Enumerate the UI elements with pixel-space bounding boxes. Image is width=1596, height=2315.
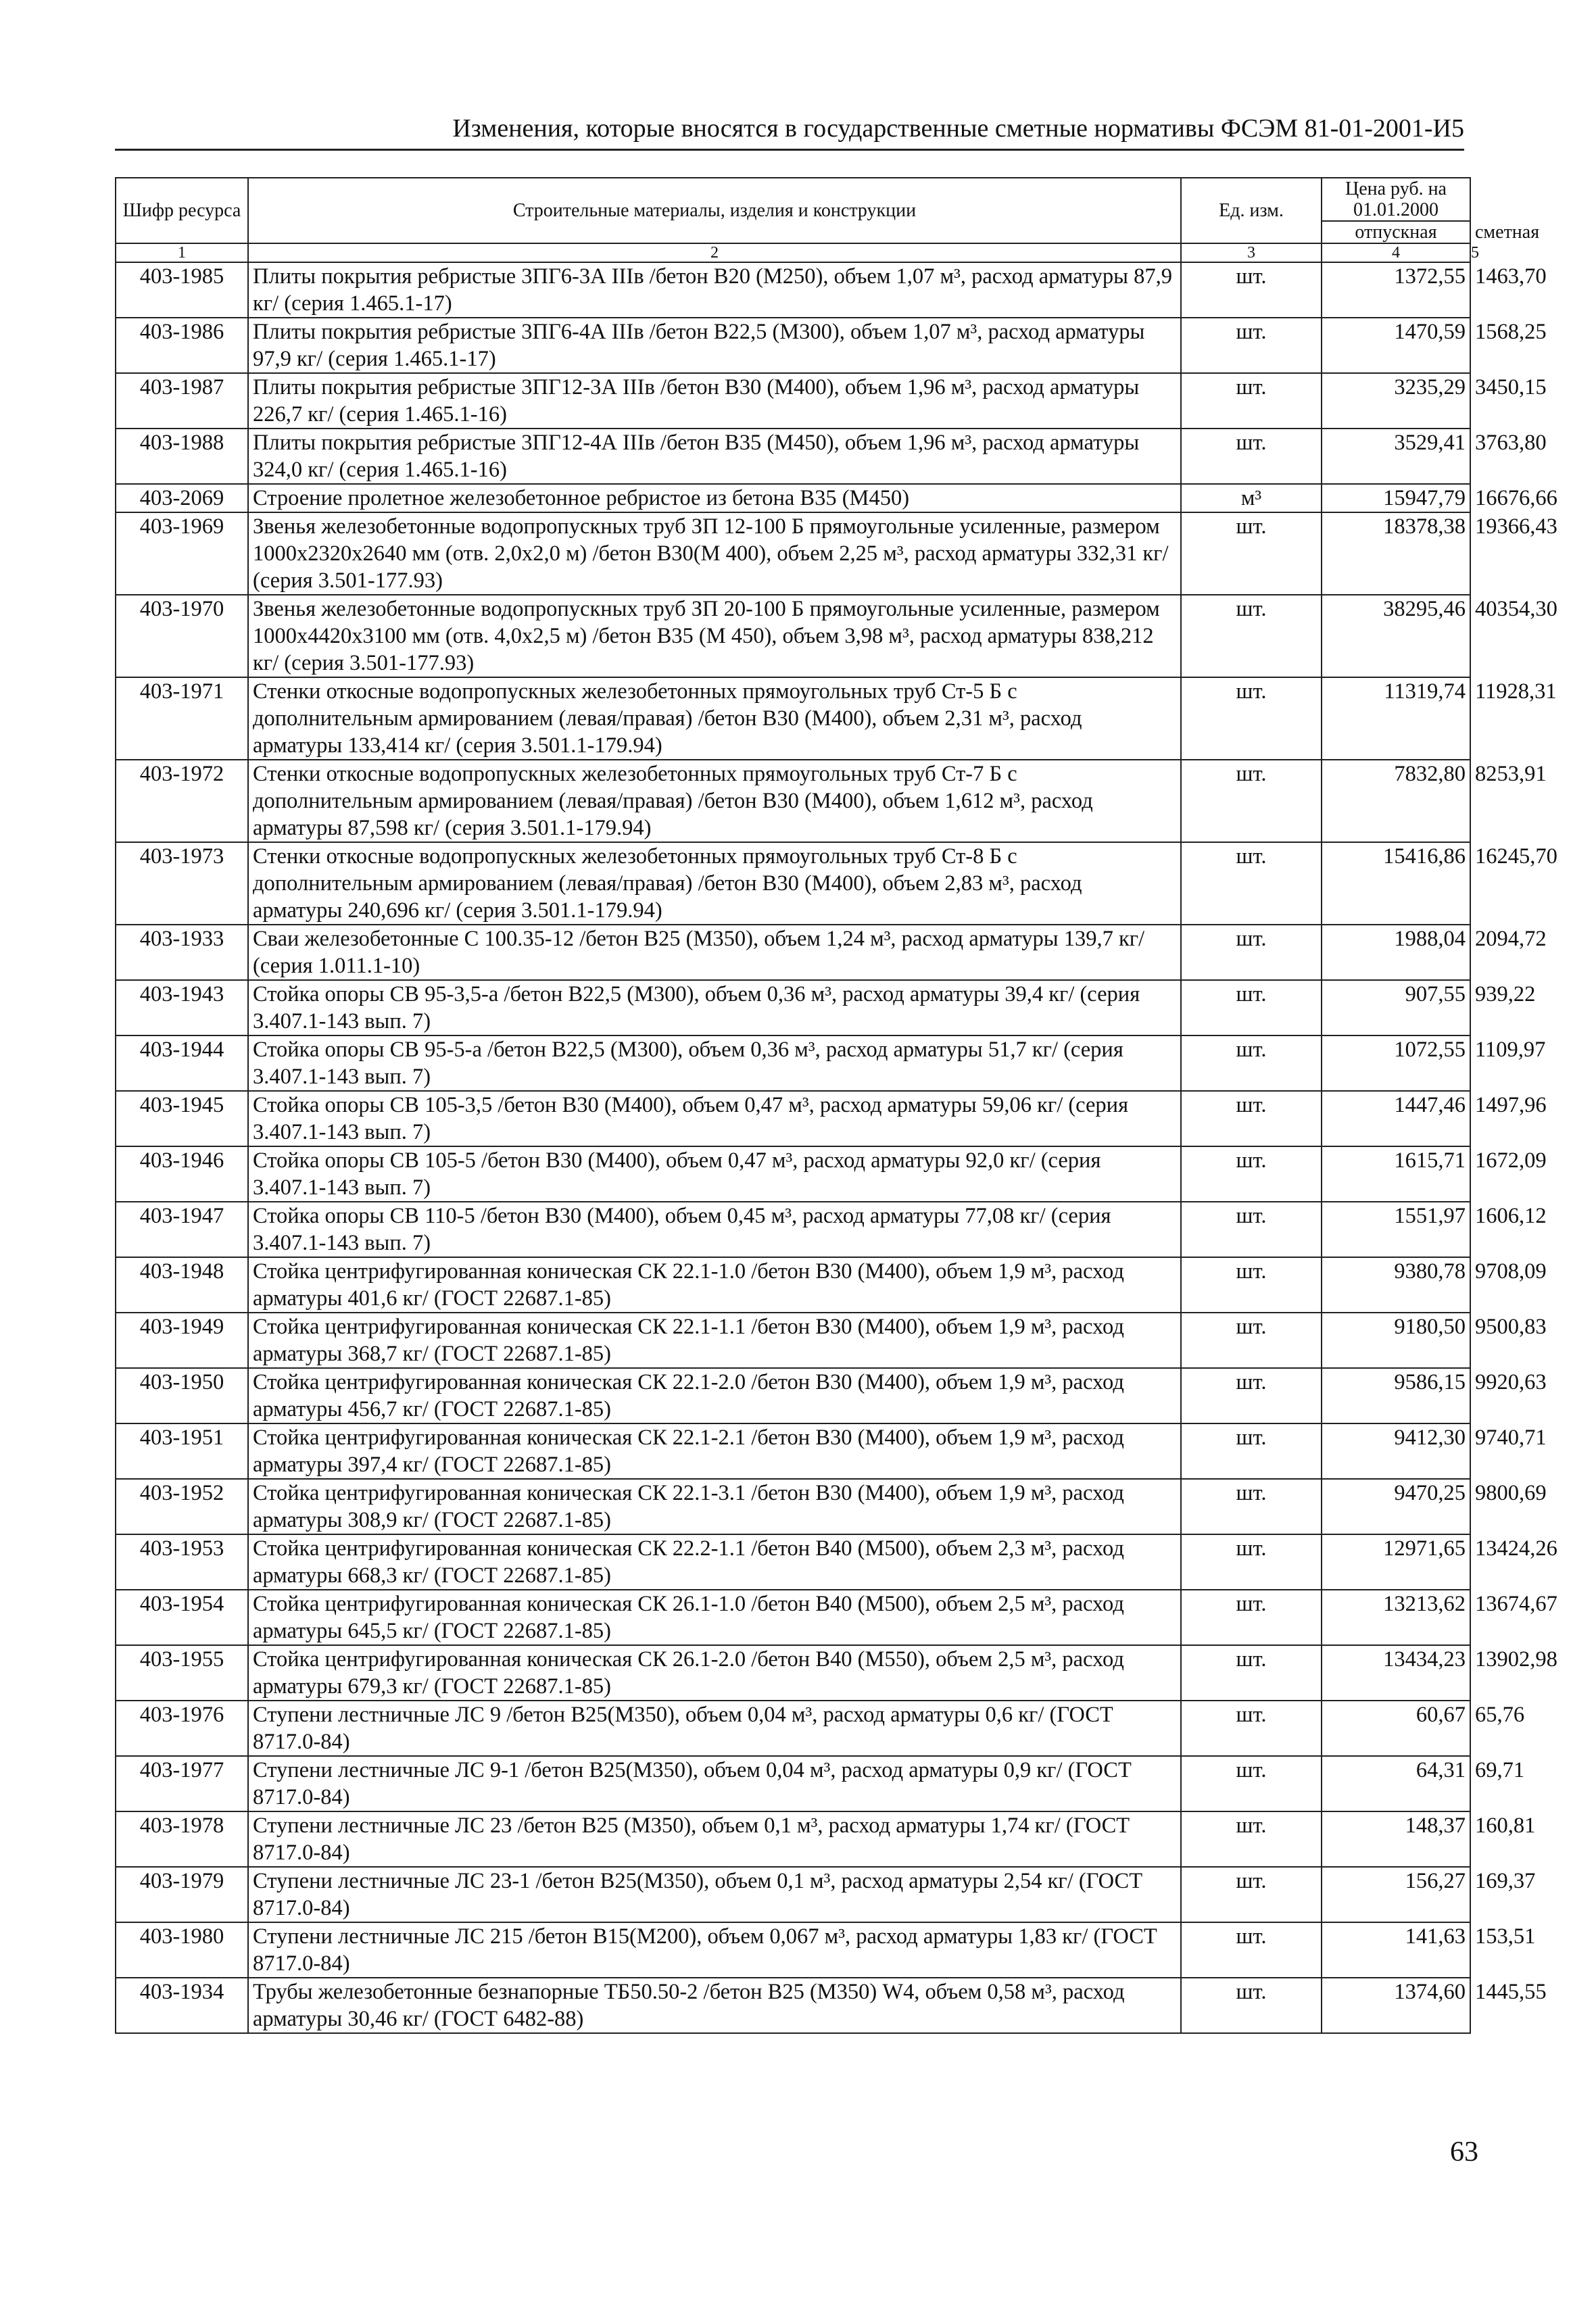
unit-cell: шт. [1181, 980, 1322, 1035]
header-price-release: отпускная [1322, 221, 1470, 243]
material-name-cell: Ступени лестничные ЛС 9 /бетон В25(М350), объем 0,04 м³, расход арматуры 0,6 кг/ (ГОСТ 8717.0-84) [248, 1701, 1181, 1756]
resource-code-cell: 403-1947 [116, 1202, 248, 1257]
release-price-cell: 7832,80 [1322, 760, 1470, 842]
release-price-cell: 156,27 [1322, 1867, 1470, 1922]
release-price-cell: 12971,65 [1322, 1534, 1470, 1590]
table-row: 403-1969 Звенья железобетонные водопропускных труб ЗП 12-100 Б прямоугольные усиленные, размером 1000х2320х2640 мм (отв. 2,0х2,0 м) /бетон В30(М 400), объем 2,25 м³, расход арматуры 332,31 кг/ (серия 3.501-177.93) шт. 18378,38 19366,43 [116, 512, 1470, 595]
table-row: 403-1987 Плиты покрытия ребристые 3ПГ12-3А IIIв /бетон В30 (М400), объем 1,96 м³, расход арматуры 226,7 кг/ (серия 1.465.1-16) шт. 3235,29 3450,15 [116, 373, 1470, 429]
table-row: 403-1954 Стойка центрифугированная коническая СК 26.1-1.0 /бетон В40 (М500), объем 2,5 м³, расход арматуры 645,5 кг/ (ГОСТ 22687.1-85) шт. 13213,62 13674,67 [116, 1590, 1470, 1645]
release-price-cell: 9470,25 [1322, 1479, 1470, 1534]
material-name-cell: Ступени лестничные ЛС 23 /бетон В25 (М350), объем 0,1 м³, расход арматуры 1,74 кг/ (ГОСТ 8717.0-84) [248, 1811, 1181, 1867]
material-name-cell: Стойка центрифугированная коническая СК 22.1-3.1 /бетон В30 (М400), объем 1,9 м³, расход арматуры 308,9 кг/ (ГОСТ 22687.1-85) [248, 1479, 1181, 1534]
unit-cell: шт. [1181, 373, 1322, 429]
release-price-cell: 38295,46 [1322, 595, 1470, 677]
table-row: 403-1952 Стойка центрифугированная коническая СК 22.1-3.1 /бетон В30 (М400), объем 1,9 м³, расход арматуры 308,9 кг/ (ГОСТ 22687.1-85) шт. 9470,25 9800,69 [116, 1479, 1470, 1534]
release-price-cell: 141,63 [1322, 1922, 1470, 1978]
header-code: Шифр ресурса [116, 178, 248, 243]
table-row: 403-1934 Трубы железобетонные безнапорные ТБ50.50-2 /бетон В25 (М350) W4, объем 0,58 м³, расход арматуры 30,46 кг/ (ГОСТ 6482-88) шт. 1374,60 1445,55 [116, 1978, 1470, 2033]
unit-cell: шт. [1181, 1756, 1322, 1811]
unit-cell: шт. [1181, 1811, 1322, 1867]
material-name-cell: Стенки откосные водопропускных железобетонных прямоугольных труб Ст-8 Б с дополнительным армированием (левая/правая) /бетон В30 (М400), объем 2,83 м³, расход арматуры 240,696 кг/ (серия 3.501.1-179.94) [248, 842, 1181, 925]
unit-cell: шт. [1181, 1368, 1322, 1423]
resource-code-cell: 403-1986 [116, 318, 248, 373]
release-price-cell: 15947,79 [1322, 484, 1470, 512]
release-price-cell: 1447,46 [1322, 1091, 1470, 1146]
resource-code-cell: 403-1985 [116, 262, 248, 318]
resource-code-cell: 403-1949 [116, 1313, 248, 1368]
resource-code-cell: 403-1972 [116, 760, 248, 842]
unit-cell: шт. [1181, 842, 1322, 925]
resource-code-cell: 403-1987 [116, 373, 248, 429]
table-row: 403-1972 Стенки откосные водопропускных железобетонных прямоугольных труб Ст-7 Б с дополнительным армированием (левая/правая) /бетон В30 (М400), объем 1,612 м³, расход арматуры 87,598 кг/ (серия 3.501.1-179.94) шт. 7832,80 8253,91 [116, 760, 1470, 842]
material-name-cell: Звенья железобетонные водопропускных труб ЗП 12-100 Б прямоугольные усиленные, размером 1000х2320х2640 мм (отв. 2,0х2,0 м) /бетон В30(М 400), объем 2,25 м³, расход арматуры 332,31 кг/ (серия 3.501-177.93) [248, 512, 1181, 595]
table-row: 403-1976 Ступени лестничные ЛС 9 /бетон В25(М350), объем 0,04 м³, расход арматуры 0,6 кг/ (ГОСТ 8717.0-84) шт. 60,67 65,76 [116, 1701, 1470, 1756]
material-name-cell: Плиты покрытия ребристые 3ПГ6-4А IIIв /бетон В22,5 (М300), объем 1,07 м³, расход арматуры 97,9 кг/ (серия 1.465.1-17) [248, 318, 1181, 373]
unit-cell: шт. [1181, 925, 1322, 980]
resource-code-cell: 403-1952 [116, 1479, 248, 1534]
release-price-cell: 60,67 [1322, 1701, 1470, 1756]
resource-code-cell: 403-1976 [116, 1701, 248, 1756]
resource-code-cell: 403-1978 [116, 1811, 248, 1867]
table-row: 403-1977 Ступени лестничные ЛС 9-1 /бетон В25(М350), объем 0,04 м³, расход арматуры 0,9 кг/ (ГОСТ 8717.0-84) шт. 64,31 69,71 [116, 1756, 1470, 1811]
table-row: 403-1933 Сваи железобетонные С 100.35-12 /бетон В25 (М350), объем 1,24 м³, расход арматуры 139,7 кг/ (серия 1.011.1-10) шт. 1988,04 2094,72 [116, 925, 1470, 980]
release-price-cell: 1615,71 [1322, 1146, 1470, 1202]
resource-code-cell: 403-1933 [116, 925, 248, 980]
table-row: 403-1951 Стойка центрифугированная коническая СК 22.1-2.1 /бетон В30 (М400), объем 1,9 м³, расход арматуры 397,4 кг/ (ГОСТ 22687.1-85) шт. 9412,30 9740,71 [116, 1423, 1470, 1479]
material-name-cell: Стойка центрифугированная коническая СК 22.1-1.0 /бетон В30 (М400), объем 1,9 м³, расход арматуры 401,6 кг/ (ГОСТ 22687.1-85) [248, 1257, 1181, 1313]
release-price-cell: 9380,78 [1322, 1257, 1470, 1313]
unit-cell: шт. [1181, 318, 1322, 373]
header-unit: Ед. изм. [1181, 178, 1322, 243]
unit-cell: м³ [1181, 484, 1322, 512]
table-row: 403-1948 Стойка центрифугированная коническая СК 22.1-1.0 /бетон В30 (М400), объем 1,9 м³, расход арматуры 401,6 кг/ (ГОСТ 22687.1-85) шт. 9380,78 9708,09 [116, 1257, 1470, 1313]
unit-cell: шт. [1181, 1035, 1322, 1091]
unit-cell: шт. [1181, 1257, 1322, 1313]
unit-cell: шт. [1181, 1534, 1322, 1590]
unit-cell: шт. [1181, 1313, 1322, 1368]
unit-cell: шт. [1181, 1922, 1322, 1978]
resource-code-cell: 403-1953 [116, 1534, 248, 1590]
release-price-cell: 1551,97 [1322, 1202, 1470, 1257]
resource-code-cell: 403-1980 [116, 1922, 248, 1978]
table-row: 403-1955 Стойка центрифугированная коническая СК 26.1-2.0 /бетон В40 (М550), объем 2,5 м³, расход арматуры 679,3 кг/ (ГОСТ 22687.1-85) шт. 13434,23 13902,98 [116, 1645, 1470, 1701]
material-name-cell: Ступени лестничные ЛС 23-1 /бетон В25(М350), объем 0,1 м³, расход арматуры 2,54 кг/ (ГОСТ 8717.0-84) [248, 1867, 1181, 1922]
table-row: 403-1980 Ступени лестничные ЛС 215 /бетон В15(М200), объем 0,067 м³, расход арматуры 1,83 кг/ (ГОСТ 8717.0-84) шт. 141,63 153,51 [116, 1922, 1470, 1978]
material-name-cell: Стенки откосные водопропускных железобетонных прямоугольных труб Ст-5 Б с дополнительным армированием (левая/правая) /бетон В30 (М400), объем 2,31 м³, расход арматуры 133,414 кг/ (серия 3.501.1-179.94) [248, 677, 1181, 760]
table-row: 403-1973 Стенки откосные водопропускных железобетонных прямоугольных труб Ст-8 Б с дополнительным армированием (левая/правая) /бетон В30 (М400), объем 2,83 м³, расход арматуры 240,696 кг/ (серия 3.501.1-179.94) шт. 15416,86 16245,70 [116, 842, 1470, 925]
material-name-cell: Стойка центрифугированная коническая СК 22.1-1.1 /бетон В30 (М400), объем 1,9 м³, расход арматуры 368,7 кг/ (ГОСТ 22687.1-85) [248, 1313, 1181, 1368]
release-price-cell: 11319,74 [1322, 677, 1470, 760]
release-price-cell: 13213,62 [1322, 1590, 1470, 1645]
table-row: 403-1979 Ступени лестничные ЛС 23-1 /бетон В25(М350), объем 0,1 м³, расход арматуры 2,54 кг/ (ГОСТ 8717.0-84) шт. 156,27 169,37 [116, 1867, 1470, 1922]
material-name-cell: Стойка центрифугированная коническая СК 22.1-2.1 /бетон В30 (М400), объем 1,9 м³, расход арматуры 397,4 кг/ (ГОСТ 22687.1-85) [248, 1423, 1181, 1479]
material-name-cell: Стойка опоры СВ 95-5-а /бетон В22,5 (М300), объем 0,36 м³, расход арматуры 51,7 кг/ (серия 3.407.1-143 вып. 7) [248, 1035, 1181, 1091]
resource-code-cell: 403-1988 [116, 429, 248, 484]
unit-cell: шт. [1181, 1978, 1322, 2033]
material-name-cell: Ступени лестничные ЛС 215 /бетон В15(М200), объем 0,067 м³, расход арматуры 1,83 кг/ (ГОСТ 8717.0-84) [248, 1922, 1181, 1978]
release-price-cell: 1372,55 [1322, 262, 1470, 318]
material-name-cell: Стойка опоры СВ 110-5 /бетон В30 (М400), объем 0,45 м³, расход арматуры 77,08 кг/ (серия 3.407.1-143 вып. 7) [248, 1202, 1181, 1257]
material-name-cell: Стойка опоры СВ 105-5 /бетон В30 (М400), объем 0,47 м³, расход арматуры 92,0 кг/ (серия 3.407.1-143 вып. 7) [248, 1146, 1181, 1202]
unit-cell: шт. [1181, 1701, 1322, 1756]
materials-price-table: Шифр ресурса Строительные материалы, изделия и конструкции Ед. изм. Цена руб. на 01.01.2000 отпускная сметная 1 2 3 4 5 403-1985 Плиты покрытия ребристые 3ПГ6-3А IIIв /бетон В20 (М250), объем 1,07 м³, расход арматуры 87,9 кг/ (серия 1.465.1-17) шт. 1372,55 1463,70 403-1986 Плиты покрытия ребристые 3ПГ6-4А IIIв /бетон В22,5 (М300), объем 1,07 м³, расход арматуры 97,9 кг/ (серия 1.465.1-17) шт. 1470,59 1568,25 403-1987 Плиты покрытия ребристые 3ПГ12-3А IIIв /бетон В30 (М400), объем 1,96 м³, расход арматуры 226,7 кг/ (серия 1.465.1-16) шт. 3235,29 3450,15 403-1988 Плиты покрытия ребристые 3ПГ12-4А IIIв /бетон В35 (М450), объем 1,96 м³, расход арматуры 324,0 кг/ (серия 1.465.1-16) шт. 3529,41 3763,80 403-2069 Строение пролетное железобетонное ребристое из бетона В35 (М450) м³ 15947,79 16676,66 403-1969 Звенья железобетонные водопропускных труб ЗП 12-100 Б прямоугольные усиленные, размером 1000х2320х2640 мм (отв. 2,0х2,0 м) /бетон В30(М 400), объем 2,25 м³, расход арматуры 332,31 кг/ (серия 3.501-177.93) шт. 18378,38 19366,43 403-1970 Звенья железобетонные водопропускных труб ЗП 20-100 Б прямоугольные усиленные, размером 1000х4420х3100 мм (отв. 4,0х2,5 м) /бетон В35 (М 450), объем 3,98 м³, расход арматуры 838,212 кг/ (серия 3.501-177.93) шт. 38295,46 40354,30 403-1971 Стенки откосные водопропускных железобетонных прямоугольных труб Ст-5 Б с дополнительным армированием (левая/правая) /бетон В30 (М400), объем 2,31 м³, расход арматуры 133,414 кг/ (серия 3.501.1-179.94) шт. 11319,74 11928,31 403-1972 Стенки откосные водопропускных железобетонных прямоугольных труб Ст-7 Б с дополнительным армированием (левая/правая) /бетон В30 (М400), объем 1,612 м³, расход арматуры 87,598 кг/ (серия 3.501.1-179.94) шт. 7832,80 8253,91 403-1973 Стенки откосные водопропускных железобетонных прямоугольных труб Ст-8 Б с дополнительным армированием (левая/правая) /бетон В30 (М400), объем 2,83 м³, расход арматуры 240,696 кг/ (серия 3.501.1-179.94) шт. 15416,86 16245,70 403-1933 Сваи железобетонные С 100.35-12 /бетон В25 (М350), объем 1,24 м³, расход арматуры 139,7 кг/ (серия 1.011.1-10) шт. 1988,04 2094,72 403-1943 Стойка опоры СВ 95-3,5-а /бетон В22,5 (М300), объем 0,36 м³, расход арматуры 39,4 кг/ (серия 3.407.1-143 вып. 7) шт. 907,55 939,22 403-1944 Стойка опоры СВ 95-5-а /бетон В22,5 (М300), объем 0,36 м³, расход арматуры 51,7 кг/ (серия 3.407.1-143 вып. 7) шт. 1072,55 1109,97 403-1945 Стойка опоры СВ 105-3,5 /бетон В30 (М400), объем 0,47 м³, расход арматуры 59,06 кг/ (серия 3.407.1-143 вып. 7) шт. 1447,46 1497,96 403-1946 Стойка опоры СВ 105-5 /бетон В30 (М400), объем 0,47 м³, расход арматуры 92,0 кг/ (серия 3.407.1-143 вып. 7) шт. 1615,71 1672,09 403-1947 Стойка опоры СВ 110-5 /бетон В30 (М400), объем 0,45 м³, расход арматуры 77,08 кг/ (серия 3.407.1-143 вып. 7) шт. 1551,97 1606,12 403-1948 Стойка центрифугированная коническая СК 22.1-1.0 /бетон В30 (М400), объем 1,9 м³, расход арматуры 401,6 кг/ (ГОСТ 22687.1-85) шт. 9380,78 9708,09 403-1949 Стойка центрифугированная коническая СК 22.1-1.1 /бетон В30 (М400), объем 1,9 м³, расход арматуры 368,7 кг/ (ГОСТ 22687.1-85) шт. 9180,50 9500,83 403-1950 Стойка центрифугированная коническая СК 22.1-2.0 /бетон В30 (М400), объем 1,9 м³, расход арматуры 456,7 кг/ (ГОСТ 22687.1-85) шт. 9586,15 9920,63 403-1951 Стойка центрифугированная коническая СК 22.1-2.1 /бетон В30 (М400), объем 1,9 м³, расход арматуры 397,4 кг/ (ГОСТ 22687.1-85) шт. 9412,30 9740,71 403-1952 Стойка центрифугированная коническая СК 22.1-3.1 /бетон В30 (М400), объем 1,9 м³, расход арматуры 308,9 кг/ (ГОСТ 22687.1-85) шт. 9470,25 9800,69 403-1953 Стойка центрифугированная коническая СК 22.2-1.1 /бетон В40 (М500), объем 2,3 м³, расход арматуры 668,3 кг/ (ГОСТ 22687.1-85) шт. 12971,65 13424,26 403-1954 Стойка центрифугированная коническая СК 26.1-1.0 /бетон В40 (М500), объем 2,5 м³, расход арматуры 645,5 кг/ (ГОСТ 22687.1-85) шт. 13213,62 13674,67 403-1955 Стойка центрифугированная коническая СК 26.1-2.0 /бетон В40 (М550), объем 2,5 м³, расход арматуры 679,3 кг/ (ГОСТ 22687.1-85) шт. 13434,23 13902,98 403-1976 Ступени лестничные ЛС 9 /бетон В25(М350), объем 0,04 м³, расход арматуры 0,6 кг/ (ГОСТ 8717.0-84) шт. 60,67 65,76 403-1977 Ступени лестничные ЛС 9-1 /бетон В25(М350), объем 0,04 м³, расход арматуры 0,9 кг/ (ГОСТ 8717.0-84) шт. 64,31 69,71 403-1978 Ступени лестничные ЛС 23 /бетон В25 (М350), объем 0,1 м³, расход арматуры 1,74 кг/ (ГОСТ 8717.0-84) шт. 148,37 160,81 403-1979 Ступени лестничные ЛС 23-1 /бетон В25(М350), объем 0,1 м³, расход арматуры 2,54 кг/ (ГОСТ 8717.0-84) шт. 156,27 169,37 403-1980 Ступени лестничные ЛС 215 /бетон В15(М200), объем 0,067 м³, расход арматуры 1,83 кг/ (ГОСТ 8717.0-84) шт. 141,63 153,51 403-1934 Трубы железобетонные безнапорные ТБ50.50-2 /бетон В25 (М350) W4, объем 0,58 м³, расход арматуры 30,46 кг/ (ГОСТ 6482-88) шт. 1374,60 1445,55 [115, 177, 1471, 2034]
material-name-cell: Сваи железобетонные С 100.35-12 /бетон В25 (М350), объем 1,24 м³, расход арматуры 139,7 кг/ (серия 1.011.1-10) [248, 925, 1181, 980]
material-name-cell: Плиты покрытия ребристые 3ПГ12-3А IIIв /бетон В30 (М400), объем 1,96 м³, расход арматуры 226,7 кг/ (серия 1.465.1-16) [248, 373, 1181, 429]
header-price: Цена руб. на 01.01.2000 [1322, 178, 1470, 221]
material-name-cell: Стойка центрифугированная коническая СК 22.2-1.1 /бетон В40 (М500), объем 2,3 м³, расход арматуры 668,3 кг/ (ГОСТ 22687.1-85) [248, 1534, 1181, 1590]
unit-cell: шт. [1181, 429, 1322, 484]
resource-code-cell: 403-1955 [116, 1645, 248, 1701]
resource-code-cell: 403-1943 [116, 980, 248, 1035]
table-row: 403-1953 Стойка центрифугированная коническая СК 22.2-1.1 /бетон В40 (М500), объем 2,3 м³, расход арматуры 668,3 кг/ (ГОСТ 22687.1-85) шт. 12971,65 13424,26 [116, 1534, 1470, 1590]
release-price-cell: 15416,86 [1322, 842, 1470, 925]
resource-code-cell: 403-1977 [116, 1756, 248, 1811]
unit-cell: шт. [1181, 1590, 1322, 1645]
resource-code-cell: 403-2069 [116, 484, 248, 512]
unit-cell: шт. [1181, 512, 1322, 595]
header-name: Строительные материалы, изделия и конструкции [248, 178, 1181, 243]
unit-cell: шт. [1181, 677, 1322, 760]
col-number: 3 [1181, 243, 1322, 262]
resource-code-cell: 403-1969 [116, 512, 248, 595]
table-row: 403-2069 Строение пролетное железобетонное ребристое из бетона В35 (М450) м³ 15947,79 16676,66 [116, 484, 1470, 512]
unit-cell: шт. [1181, 760, 1322, 842]
table-row: 403-1986 Плиты покрытия ребристые 3ПГ6-4А IIIв /бетон В22,5 (М300), объем 1,07 м³, расход арматуры 97,9 кг/ (серия 1.465.1-17) шт. 1470,59 1568,25 [116, 318, 1470, 373]
table-row: 403-1944 Стойка опоры СВ 95-5-а /бетон В22,5 (М300), объем 0,36 м³, расход арматуры 51,7 кг/ (серия 3.407.1-143 вып. 7) шт. 1072,55 1109,97 [116, 1035, 1470, 1091]
unit-cell: шт. [1181, 1091, 1322, 1146]
release-price-cell: 907,55 [1322, 980, 1470, 1035]
release-price-cell: 1988,04 [1322, 925, 1470, 980]
resource-code-cell: 403-1946 [116, 1146, 248, 1202]
material-name-cell: Стойка опоры СВ 105-3,5 /бетон В30 (М400), объем 0,47 м³, расход арматуры 59,06 кг/ (серия 3.407.1-143 вып. 7) [248, 1091, 1181, 1146]
unit-cell: шт. [1181, 1423, 1322, 1479]
resource-code-cell: 403-1954 [116, 1590, 248, 1645]
table-row: 403-1947 Стойка опоры СВ 110-5 /бетон В30 (М400), объем 0,45 м³, расход арматуры 77,08 кг/ (серия 3.407.1-143 вып. 7) шт. 1551,97 1606,12 [116, 1202, 1470, 1257]
material-name-cell: Строение пролетное железобетонное ребристое из бетона В35 (М450) [248, 484, 1181, 512]
page-header: Изменения, которые вносятся в государственные сметные нормативы ФСЭМ 81-01-2001-И5 [115, 108, 1464, 151]
material-name-cell: Стойка центрифугированная коническая СК 22.1-2.0 /бетон В30 (М400), объем 1,9 м³, расход арматуры 456,7 кг/ (ГОСТ 22687.1-85) [248, 1368, 1181, 1423]
release-price-cell: 3235,29 [1322, 373, 1470, 429]
release-price-cell: 1374,60 [1322, 1978, 1470, 2033]
release-price-cell: 3529,41 [1322, 429, 1470, 484]
release-price-cell: 9180,50 [1322, 1313, 1470, 1368]
material-name-cell: Плиты покрытия ребристые 3ПГ6-3А IIIв /бетон В20 (М250), объем 1,07 м³, расход арматуры 87,9 кг/ (серия 1.465.1-17) [248, 262, 1181, 318]
resource-code-cell: 403-1979 [116, 1867, 248, 1922]
table-row: 403-1945 Стойка опоры СВ 105-3,5 /бетон В30 (М400), объем 0,47 м³, расход арматуры 59,06 кг/ (серия 3.407.1-143 вып. 7) шт. 1447,46 1497,96 [116, 1091, 1470, 1146]
resource-code-cell: 403-1951 [116, 1423, 248, 1479]
material-name-cell: Стенки откосные водопропускных железобетонных прямоугольных труб Ст-7 Б с дополнительным армированием (левая/правая) /бетон В30 (М400), объем 1,612 м³, расход арматуры 87,598 кг/ (серия 3.501.1-179.94) [248, 760, 1181, 842]
unit-cell: шт. [1181, 1645, 1322, 1701]
material-name-cell: Звенья железобетонные водопропускных труб ЗП 20-100 Б прямоугольные усиленные, размером 1000х4420х3100 мм (отв. 4,0х2,5 м) /бетон В35 (М 450), объем 3,98 м³, расход арматуры 838,212 кг/ (серия 3.501-177.93) [248, 595, 1181, 677]
material-name-cell: Стойка опоры СВ 95-3,5-а /бетон В22,5 (М300), объем 0,36 м³, расход арматуры 39,4 кг/ (серия 3.407.1-143 вып. 7) [248, 980, 1181, 1035]
table-row: 403-1971 Стенки откосные водопропускных железобетонных прямоугольных труб Ст-5 Б с дополнительным армированием (левая/правая) /бетон В30 (М400), объем 2,31 м³, расход арматуры 133,414 кг/ (серия 3.501.1-179.94) шт. 11319,74 11928,31 [116, 677, 1470, 760]
material-name-cell: Плиты покрытия ребристые 3ПГ12-4А IIIв /бетон В35 (М450), объем 1,96 м³, расход арматуры 324,0 кг/ (серия 1.465.1-16) [248, 429, 1181, 484]
release-price-cell: 13434,23 [1322, 1645, 1470, 1701]
release-price-cell: 9412,30 [1322, 1423, 1470, 1479]
col-number: 1 [116, 243, 248, 262]
resource-code-cell: 403-1945 [116, 1091, 248, 1146]
resource-code-cell: 403-1948 [116, 1257, 248, 1313]
material-name-cell: Стойка центрифугированная коническая СК 26.1-1.0 /бетон В40 (М500), объем 2,5 м³, расход арматуры 645,5 кг/ (ГОСТ 22687.1-85) [248, 1590, 1181, 1645]
unit-cell: шт. [1181, 1867, 1322, 1922]
unit-cell: шт. [1181, 262, 1322, 318]
table-row: 403-1985 Плиты покрытия ребристые 3ПГ6-3А IIIв /бетон В20 (М250), объем 1,07 м³, расход арматуры 87,9 кг/ (серия 1.465.1-17) шт. 1372,55 1463,70 [116, 262, 1470, 318]
release-price-cell: 64,31 [1322, 1756, 1470, 1811]
page-number: 63 [1450, 2137, 1478, 2168]
table-row: 403-1949 Стойка центрифугированная коническая СК 22.1-1.1 /бетон В30 (М400), объем 1,9 м³, расход арматуры 368,7 кг/ (ГОСТ 22687.1-85) шт. 9180,50 9500,83 [116, 1313, 1470, 1368]
resource-code-cell: 403-1971 [116, 677, 248, 760]
col-number: 4 [1322, 243, 1470, 262]
unit-cell: шт. [1181, 1479, 1322, 1534]
unit-cell: шт. [1181, 1146, 1322, 1202]
release-price-cell: 1072,55 [1322, 1035, 1470, 1091]
release-price-cell: 18378,38 [1322, 512, 1470, 595]
material-name-cell: Стойка центрифугированная коническая СК 26.1-2.0 /бетон В40 (М550), объем 2,5 м³, расход арматуры 679,3 кг/ (ГОСТ 22687.1-85) [248, 1645, 1181, 1701]
resource-code-cell: 403-1970 [116, 595, 248, 677]
resource-code-cell: 403-1950 [116, 1368, 248, 1423]
table-row: 403-1950 Стойка центрифугированная коническая СК 22.1-2.0 /бетон В30 (М400), объем 1,9 м³, расход арматуры 456,7 кг/ (ГОСТ 22687.1-85) шт. 9586,15 9920,63 [116, 1368, 1470, 1423]
unit-cell: шт. [1181, 595, 1322, 677]
release-price-cell: 9586,15 [1322, 1368, 1470, 1423]
release-price-cell: 1470,59 [1322, 318, 1470, 373]
resource-code-cell: 403-1944 [116, 1035, 248, 1091]
table-row: 403-1970 Звенья железобетонные водопропускных труб ЗП 20-100 Б прямоугольные усиленные, размером 1000х4420х3100 мм (отв. 4,0х2,5 м) /бетон В35 (М 450), объем 3,98 м³, расход арматуры 838,212 кг/ (серия 3.501-177.93) шт. 38295,46 40354,30 [116, 595, 1470, 677]
col-number: 2 [248, 243, 1181, 262]
table-row: 403-1988 Плиты покрытия ребристые 3ПГ12-4А IIIв /бетон В35 (М450), объем 1,96 м³, расход арматуры 324,0 кг/ (серия 1.465.1-16) шт. 3529,41 3763,80 [116, 429, 1470, 484]
table-row: 403-1978 Ступени лестничные ЛС 23 /бетон В25 (М350), объем 0,1 м³, расход арматуры 1,74 кг/ (ГОСТ 8717.0-84) шт. 148,37 160,81 [116, 1811, 1470, 1867]
table-row: 403-1946 Стойка опоры СВ 105-5 /бетон В30 (М400), объем 0,47 м³, расход арматуры 92,0 кг/ (серия 3.407.1-143 вып. 7) шт. 1615,71 1672,09 [116, 1146, 1470, 1202]
unit-cell: шт. [1181, 1202, 1322, 1257]
resource-code-cell: 403-1973 [116, 842, 248, 925]
release-price-cell: 148,37 [1322, 1811, 1470, 1867]
table-row: 403-1943 Стойка опоры СВ 95-3,5-а /бетон В22,5 (М300), объем 0,36 м³, расход арматуры 39,4 кг/ (серия 3.407.1-143 вып. 7) шт. 907,55 939,22 [116, 980, 1470, 1035]
material-name-cell: Ступени лестничные ЛС 9-1 /бетон В25(М350), объем 0,04 м³, расход арматуры 0,9 кг/ (ГОСТ 8717.0-84) [248, 1756, 1181, 1811]
resource-code-cell: 403-1934 [116, 1978, 248, 2033]
material-name-cell: Трубы железобетонные безнапорные ТБ50.50-2 /бетон В25 (М350) W4, объем 0,58 м³, расход арматуры 30,46 кг/ (ГОСТ 6482-88) [248, 1978, 1181, 2033]
